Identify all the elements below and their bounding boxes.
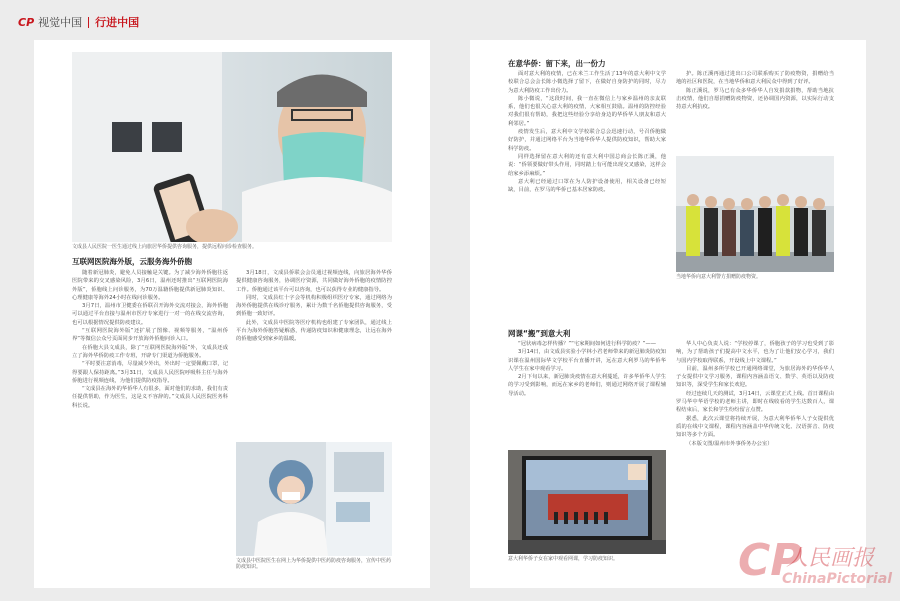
paragraph: 疫情发生后，意大利中文学校联合总会迅速行动，号召侨胞做好防护，并通过网络平台为当地华侨华人提供防疫知识，帮助大家科学防疫。	[508, 129, 666, 152]
paragraph: 陈正溪说，罗马已有众多华侨华人自发捐款捐物，帮助当地抗击疫情，他们自愿捐赠防疫物资，还协调国内资源，以实际行动支持意大利抗疫。	[676, 87, 834, 111]
paragraph: 面对意大利的疫情，已在米兰工作生活了13年的意大利中文学校联合总会会长陈小微选择了留下，在做好自身防护的同时，尽力为意大利防疫工作出份力。	[508, 71, 666, 94]
paragraph: 随着新冠肺炎，避免人员接触是关键。为了减少海外侨胞往返医院带来的交叉感染风险，3月6日，温州还时推出“互联网医院海外版”，侨胞线上问诊服务，为70万温籍侨胞提供新冠肺炎知识、心理健康等海外24小时在线问诊服务。	[72, 270, 228, 301]
paragraph: 3月18日，文成县侨联会会员通过视频连线，向旅居海外华侨提供健康咨询服务，协调医疗资源，共同做好海外侨胞的疫情防控工作。侨胞通过该平台可以咨询，也可以获得专业的健康指导。	[236, 270, 392, 293]
paragraph: 陈小微说，“这段时间，我一直在微信上与家乡温州的亲友联系，他们也很关心意大利的疫情，大家相互鼓励。温州的防控经验对我们很有帮助，我把这些经验分享给身边的华侨华人朋友和意大利邻居。”	[508, 95, 666, 127]
right-page	[470, 40, 866, 588]
left-page	[34, 40, 430, 588]
paragraph: “互联网医院海外版”还扩展了图像、视频等服务，“温州侨界”等微信公众号页面同步开放海外侨胞问诊入口。	[72, 328, 228, 343]
paragraph: 同样选择留在意大利的还有意大利中国总商会长陈正溪，他说：“侨领要做好带头作用，同时踏上有可能出现交叉感染，这样会给家乡添麻烦。”	[508, 153, 666, 177]
paragraph: 在侨胞大县文成县，除了“互联网医院海外版”外，文成县还成立了海外华侨防疫工作专班，开辟专门渠道为侨胞服务。	[72, 344, 228, 359]
lab-technician-photo	[236, 442, 392, 556]
paragraph: 3月14日，由文成县实验小学林小君老师带来的新冠肺炎防疫知识课在温州国际华文学校平台直播开讲，远在意大利罗马的华侨华人学生在家中观看学习。	[508, 349, 666, 372]
right-body-col1b	[676, 70, 834, 150]
paragraph: 同时，文成县红十字会等机构积极组织医疗专家，通过网络为海外侨胞提供在线诊疗服务，累计为数千名侨胞提供咨询服务，受到侨胞一致好评。	[236, 294, 392, 318]
paragraph: （本版文图/温州市外事侨务办公室）	[686, 440, 773, 447]
header-category: 视觉中国	[38, 16, 83, 29]
doctor-video-call-photo	[72, 52, 392, 242]
group-photo-caption: 当地华侨向意大利警方捐赠防疫物资。	[676, 274, 762, 280]
paragraph: “文成县在海外的华侨华人有很多，面对他们的求助，我们有责任提供帮助，作为医生，这是义不容辞的。”文成县人民医院医务科科长说。	[72, 386, 228, 409]
watermark-english: ChinaPictorial	[782, 571, 893, 587]
photo-caption-bottom: 文成县中医院医生在网上为华侨提供中医药防疫咨询服务，宣传中医药防疫知识。	[236, 558, 392, 570]
header-divider	[88, 17, 89, 28]
paragraph: 护。陈正溪再通过进出口公司联系购买了防疫物资，捐赠给当地的社区和医院，在当地华侨和意大利民众中得到了好评。	[676, 71, 834, 86]
paragraph: 目前，温州多所学校已开通网络课堂，为旅居海外的华侨华人子女提供中文学习服务，课程内容涵盖语文、数学、英语以及防疫知识等，深受学生和家长欢迎。	[676, 365, 834, 389]
paragraph: “冠状病毒怎样传播？”“宅家期间如何进行科学防疫？”——	[518, 341, 657, 347]
paragraph: 2月下旬以来，新冠肺炎疫情在意大利蔓延，许多华侨华人学生的学习受到影响，而远在家乡的老师们，则通过网络开展了课程辅导活动。	[508, 374, 666, 397]
right-body-col2b	[676, 340, 834, 586]
left-section-heading: 互联网医院海外版，云服务海外侨胞	[72, 257, 192, 266]
paragraph: 经过连续几天的测试，3月14日，云课堂正式上线。首日课程由罗马华中华语学校的老师主讲，即时在线收看的学生达数百人，课程结束后，家长和学生纷纷留言点赞。	[676, 390, 834, 414]
online-class-photo	[508, 450, 666, 554]
paragraph: 华人中心负责人说：“学校停课了，侨胞孩子的学习也受到了影响，为了帮助孩子们提高中文水平，也为了让他们安心学习，我们与国内学校取得联系，开设线上中文课程。”	[676, 341, 834, 364]
left-body-col1	[72, 269, 228, 587]
paragraph: 此外，文成县中医院等医疗机构也组建了专家团队，通过线上平台为海外侨胞答疑解惑，传递防疫知识和健康理念，让远在海外的侨胞感受到家乡的温暖。	[236, 319, 392, 343]
group-photo-police	[676, 156, 834, 272]
right-section-heading-2: 网课“搬”到意大利	[508, 329, 571, 338]
right-section-heading-1: 在意华侨：留下来，出一份力	[508, 59, 606, 68]
watermark-chinese: 人民画报	[786, 546, 875, 571]
right-body-col2a	[508, 340, 666, 448]
left-body-col2	[236, 269, 392, 439]
paragraph: “平时要注意消毒，尽量减少外出，外出时一定要佩戴口罩，记得要跟人保持距离。”3月31日，文成县人民医院呼吸科主任与海外侨胞进行视频连线，为他们提供防疫指导。	[72, 361, 228, 384]
magazine-logo: CP	[18, 15, 35, 29]
online-class-caption: 意大利华侨子女在家中观看网课，学习防疫知识。	[508, 556, 619, 562]
header-section: 行进中国	[95, 16, 140, 29]
paragraph: 据悉，此次云课堂将持续开展，为意大利华侨华人子女提供优质的在线中文课程，课程内容涵盖中华传统文化、汉语拼音、防疫知识等多个方面。	[676, 415, 834, 439]
magazine-header	[18, 14, 139, 30]
paragraph: 3月7日，温州市卫健委在侨联召开海外交流对接会，海外侨胞可以通过平台直接与温州市医疗专家进行一对一的在线交流咨询，也可以根据情况提供防疫建议。	[72, 303, 228, 326]
right-body-col1a	[508, 70, 666, 318]
photo-caption-top: 文成县人民医院一医生通过线上向旅居华侨提供咨询服务，提供远程问诊检查服务。	[72, 244, 258, 250]
watermark-seal: CP	[738, 535, 803, 586]
paragraph: 意大利已经通过口罩在为人防护设备使用，相关设备已经短缺，目前，在罗马的华侨已基本居家防疫。	[508, 178, 666, 194]
